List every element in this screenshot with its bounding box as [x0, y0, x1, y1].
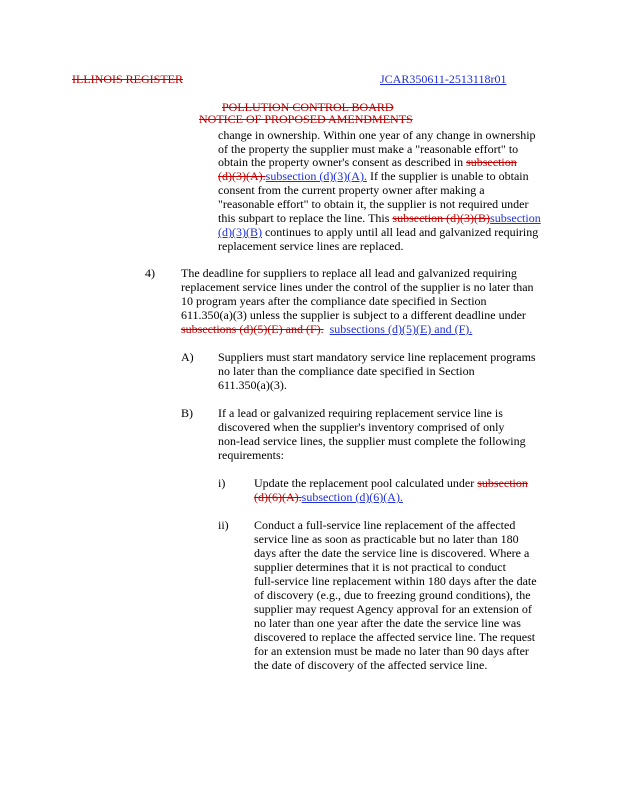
text-line: replacement service lines are replaced. [218, 239, 404, 253]
notice-title: NOTICE OF PROPOSED AMENDMENTS [199, 112, 413, 126]
text-line: Suppliers must start mandatory service line replacement programs [218, 350, 536, 364]
text-line: no later than one year after the date the service line was [254, 616, 521, 630]
inserted-text: subsection [490, 211, 541, 225]
text-line: for an extension must be made no later than 90 days after [254, 644, 529, 658]
text-run: "reasonable effort" [415, 142, 506, 156]
inserted-text: subsection (d)(3)(A). [265, 169, 367, 183]
item-number: A) [181, 350, 194, 364]
item-number: i) [218, 476, 226, 490]
text-line: discovered when the supplier's inventory comprised of only [218, 420, 505, 434]
text-line [181, 323, 472, 336]
text-line [218, 198, 529, 211]
deleted-text: (d)(3)(A). [218, 169, 266, 183]
text-run: of the property the supplier must make a [218, 142, 416, 156]
jcar-code-prefix: JCAR350611-2513118 [380, 72, 491, 86]
text-line: 10 program years after the compliance date specified in Section [181, 294, 487, 308]
text-line [218, 156, 517, 169]
text-line [254, 491, 403, 504]
text-line: change in ownership. Within one year of any change in ownership [218, 128, 536, 142]
text-run: continues to apply until all lead and galvanized requiring [261, 225, 539, 239]
text-line: 611.350(a)(3). [218, 378, 287, 392]
text-line: If a lead or galvanized requiring replacement service line is [218, 406, 503, 420]
text-run: obtain the property owner's consent as described in [218, 155, 467, 169]
item-number: ii) [218, 518, 229, 532]
text-run: Update the replacement pool calculated under [254, 476, 478, 490]
item-number: 4) [145, 266, 155, 280]
jcar-code [380, 73, 506, 86]
text-line: requirements: [218, 448, 284, 462]
text-line: 611.350(a)(3) unless the supplier is subject to a different deadline under [181, 308, 526, 322]
deleted-text: subsection [477, 476, 528, 490]
item-number: B) [181, 406, 193, 420]
text-line: supplier determines that it is not practical to conduct [254, 560, 506, 574]
text-line: days after the date the service line is discovered. Where a [254, 546, 530, 560]
text-line: non-lead service lines, the supplier must complete the following [218, 434, 526, 448]
inserted-text: (d)(3)(B) [218, 225, 262, 239]
text-line: full-service line replacement within 180 days after the date [254, 574, 537, 588]
jcar-code-suffix: r01 [490, 72, 507, 86]
deleted-text: subsections (d)(5)(E) and (F). [181, 322, 324, 336]
deleted-text: subsection [466, 155, 517, 169]
text-line: service line as soon as practicable but no later than 180 [254, 532, 519, 546]
inserted-text: subsections (d)(5)(E) and (F). [329, 322, 473, 336]
deleted-text: subsection (d)(3)(B) [392, 211, 491, 225]
text-run: "reasonable effort" [218, 197, 309, 211]
text-line: no later than the compliance date specified in Section [218, 364, 475, 378]
deleted-text: (d)(6)(A). [254, 490, 302, 504]
text-run: this subpart to replace the line. This [218, 211, 393, 225]
text-line: supplier may request Agency approval for an extension of [254, 602, 532, 616]
text-line: Conduct a full-service line replacement of the affected [254, 518, 516, 532]
inserted-text: subsection (d)(6)(A). [301, 490, 403, 504]
text-line: the date of discovery of the affected service line. [254, 658, 488, 672]
text-line [218, 212, 541, 225]
text-line [254, 477, 528, 490]
register-title: ILLINOIS REGISTER [72, 72, 183, 86]
text-line [218, 226, 538, 239]
text-run: If the supplier is unable to obtain [366, 169, 529, 183]
text-line: of discovery (e.g., due to freezing ground conditions), the [254, 588, 531, 602]
text-line: consent from the current property owner after making a [218, 183, 485, 197]
text-line: The deadline for suppliers to replace all lead and galvanized requiring [181, 266, 517, 280]
text-line: discovered to replace the affected service line. The request [254, 630, 536, 644]
text-line: replacement service lines under the control of the supplier is no later than [181, 280, 534, 294]
text-run: to [505, 142, 519, 156]
text-line [218, 170, 529, 183]
agency-name: POLLUTION CONTROL BOARD [222, 100, 394, 114]
text-run: to obtain it, the supplier is not required under [308, 197, 529, 211]
